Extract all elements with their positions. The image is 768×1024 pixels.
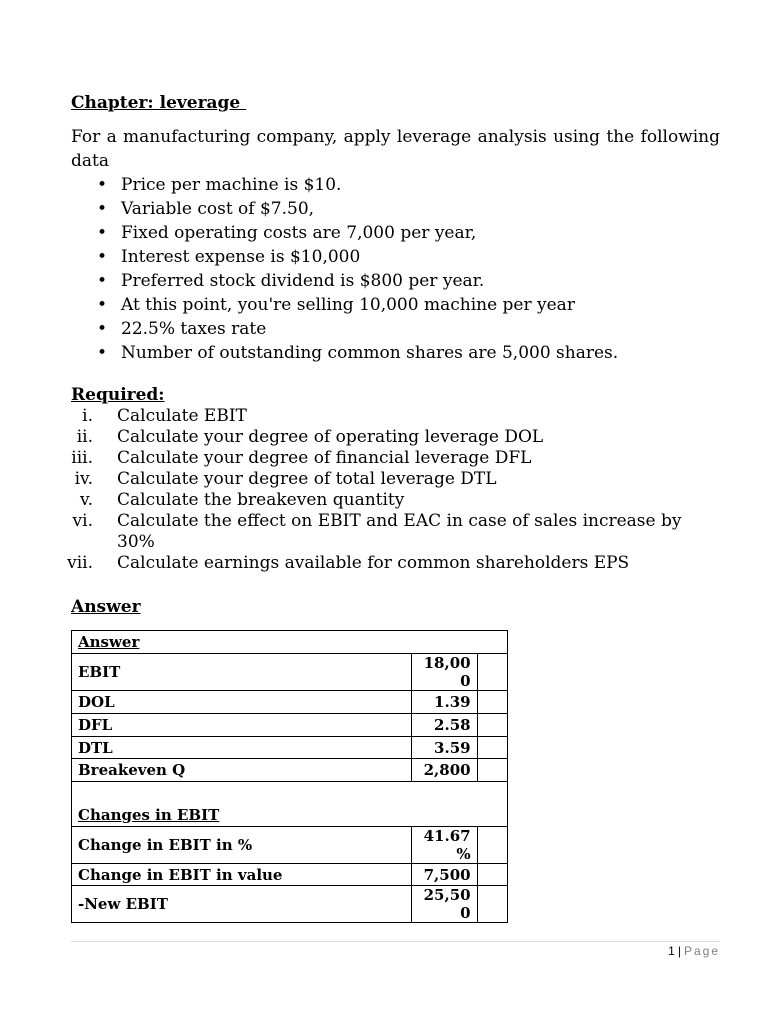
table-header: Answer	[72, 631, 508, 654]
page-number: 1	[668, 944, 675, 958]
bullet-icon: •	[97, 319, 108, 339]
list-item: • Interest expense is $10,000	[97, 247, 361, 267]
list-item: • Price per machine is $10.	[97, 175, 342, 195]
table-row: DOL 1.39	[72, 691, 508, 714]
table-row: -New EBIT 25,50 0	[72, 886, 508, 923]
list-item: • Preferred stock dividend is $800 per year.	[97, 271, 485, 291]
changes-header: Changes in EBIT	[72, 782, 508, 827]
list-item: v. Calculate the breakeven quantity	[80, 490, 405, 510]
list-item: • Fixed operating costs are 7,000 per year,	[97, 223, 477, 243]
list-item: • At this point, you're selling 10,000 machine per year	[97, 295, 575, 315]
value-cell: 18,00 0	[411, 654, 477, 691]
data-list	[71, 173, 618, 365]
list-item: • Variable cost of $7.50,	[97, 199, 315, 219]
answer-table	[71, 630, 508, 923]
required-heading: Required:	[71, 385, 165, 405]
list-item: vii. Calculate earnings available for common shareholders EPS	[67, 553, 630, 573]
required-list	[67, 406, 720, 574]
chapter-title: Chapter: leverage	[71, 93, 247, 113]
value-cell: 25,50 0	[411, 886, 477, 923]
value-cell: 41.67 %	[411, 827, 477, 864]
list-item: iii. Calculate your degree of financial leverage DFL	[71, 448, 532, 468]
bullet-icon: •	[97, 247, 108, 267]
bullet-icon: •	[97, 343, 108, 363]
list-item: ii. Calculate your degree of operating leverage DOL	[76, 427, 544, 447]
list-item: iv. Calculate your degree of total leverage DTL	[74, 469, 497, 489]
intro-paragraph: For a manufacturing company, apply leverage analysis using the following data	[71, 127, 720, 171]
answer-heading: Answer	[71, 597, 141, 617]
bullet-icon: •	[97, 271, 108, 291]
list-item: • 22.5% taxes rate	[97, 319, 267, 339]
table-row: DFL 2.58	[72, 714, 508, 737]
bullet-icon: •	[97, 295, 108, 315]
bullet-icon: •	[97, 175, 108, 195]
table-row: EBIT 18,00 0	[72, 654, 508, 691]
table-row: DTL 3.59	[72, 737, 508, 759]
table-row: Breakeven Q 2,800	[72, 759, 508, 782]
list-item: vi. Calculate the effect on EBIT and EAC in case of sales increase by 30%	[72, 511, 682, 552]
bullet-icon: •	[97, 223, 108, 243]
page-footer	[668, 944, 720, 958]
footer-separator: |	[677, 944, 681, 958]
list-item: i. Calculate EBIT	[82, 406, 247, 426]
table-row: Change in EBIT in % 41.67 %	[72, 827, 508, 864]
bullet-icon: •	[97, 199, 108, 219]
list-item: • Number of outstanding common shares are 5,000 shares.	[97, 343, 619, 363]
footer-divider	[71, 941, 720, 942]
page-label: Page	[683, 944, 720, 958]
table-row: Change in EBIT in value 7,500	[72, 864, 508, 886]
